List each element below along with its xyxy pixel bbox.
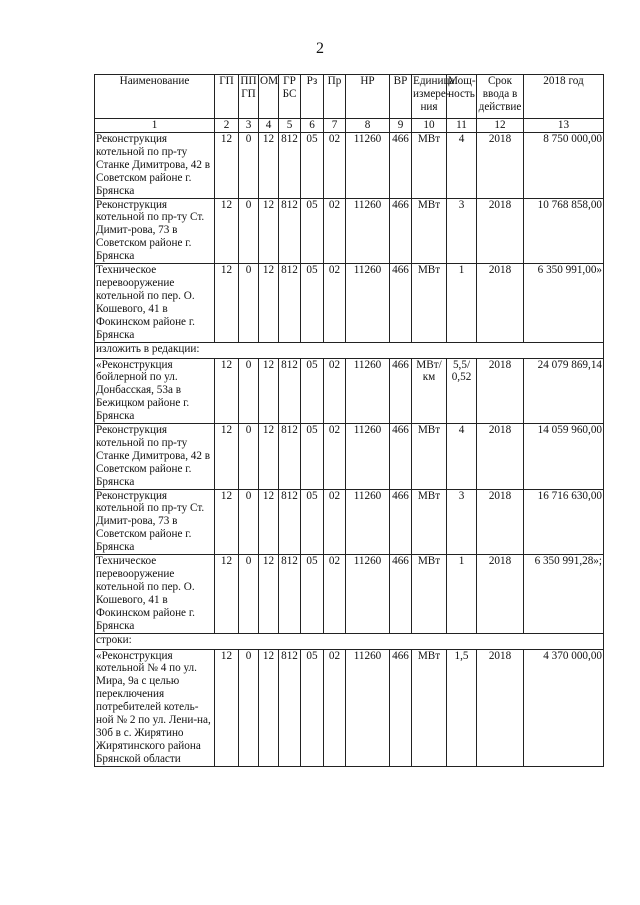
rz-cell: 05 — [301, 264, 324, 342]
om-cell: 12 — [259, 555, 279, 633]
pr-cell: 02 — [324, 133, 346, 199]
column-number: 6 — [301, 119, 324, 133]
nr-cell: 11260 — [346, 555, 390, 633]
nr-cell: 11260 — [346, 198, 390, 264]
column-header: ГП — [215, 75, 239, 119]
term-cell: 2018 — [477, 264, 524, 342]
rz-cell: 05 — [301, 133, 324, 199]
name-cell: Реконструкция котельной по пр-ту Станке Димитрова, 42 в Советском районе г. Брянска — [95, 424, 215, 490]
gp-cell: 12 — [215, 358, 239, 424]
column-number: 5 — [279, 119, 301, 133]
column-number: 11 — [447, 119, 477, 133]
separator-text: изложить в редакции: — [95, 342, 604, 358]
column-header: ПП ГП — [239, 75, 259, 119]
header-row — [95, 75, 604, 119]
separator-row — [95, 342, 604, 358]
term-cell: 2018 — [477, 555, 524, 633]
gp-cell: 12 — [215, 649, 239, 766]
grbs-cell: 812 — [279, 649, 301, 766]
power-cell: 3 — [447, 198, 477, 264]
om-cell: 12 — [259, 133, 279, 199]
amount-cell: 6 350 991,28»; — [524, 555, 604, 633]
unit-cell: МВт — [412, 424, 447, 490]
amount-cell: 4 370 000,00 — [524, 649, 604, 766]
column-number: 3 — [239, 119, 259, 133]
gp-cell: 12 — [215, 264, 239, 342]
column-header: Наименование — [95, 75, 215, 119]
gp-cell: 12 — [215, 198, 239, 264]
name-cell: Техническое перевооружение котельной по пер. О. Кошевого, 41 в Фокинском районе г. Брянска — [95, 264, 215, 342]
vr-cell: 466 — [390, 555, 412, 633]
column-header: 2018 год — [524, 75, 604, 119]
unit-cell: МВт — [412, 555, 447, 633]
vr-cell: 466 — [390, 489, 412, 555]
om-cell: 12 — [259, 424, 279, 490]
nr-cell: 11260 — [346, 358, 390, 424]
amount-cell: 14 059 960,00 — [524, 424, 604, 490]
nr-cell: 11260 — [346, 133, 390, 199]
amount-cell: 8 750 000,00 — [524, 133, 604, 199]
amount-cell: 6 350 991,00» — [524, 264, 604, 342]
ppgp-cell: 0 — [239, 649, 259, 766]
grbs-cell: 812 — [279, 198, 301, 264]
column-header: ВР — [390, 75, 412, 119]
grbs-cell: 812 — [279, 555, 301, 633]
ppgp-cell: 0 — [239, 489, 259, 555]
name-cell: «Реконструкция котельной № 4 по ул. Мира, 9а с целью переключения потребителей котель-ной № 2 по ул. Лени-на, 30б в с. Жирятино Жирятинского района Брянской области — [95, 649, 215, 766]
table-row — [95, 133, 604, 199]
column-numbers-row — [95, 119, 604, 133]
column-number: 12 — [477, 119, 524, 133]
ppgp-cell: 0 — [239, 424, 259, 490]
column-number: 10 — [412, 119, 447, 133]
nr-cell: 11260 — [346, 264, 390, 342]
column-number: 7 — [324, 119, 346, 133]
column-header: Срок ввода в действие — [477, 75, 524, 119]
vr-cell: 466 — [390, 424, 412, 490]
gp-cell: 12 — [215, 555, 239, 633]
name-cell: Реконструкция котельной по пр-ту Ст. Димит-рова, 73 в Советском районе г. Брянска — [95, 489, 215, 555]
column-header: Мощ-ность — [447, 75, 477, 119]
separator-text: строки: — [95, 633, 604, 649]
grbs-cell: 812 — [279, 264, 301, 342]
power-cell: 1 — [447, 264, 477, 342]
column-number: 9 — [390, 119, 412, 133]
vr-cell: 466 — [390, 133, 412, 199]
om-cell: 12 — [259, 489, 279, 555]
pr-cell: 02 — [324, 424, 346, 490]
grbs-cell: 812 — [279, 489, 301, 555]
ppgp-cell: 0 — [239, 358, 259, 424]
budget-table — [94, 74, 604, 767]
pr-cell: 02 — [324, 198, 346, 264]
power-cell: 1 — [447, 555, 477, 633]
unit-cell: МВт — [412, 133, 447, 199]
column-number: 8 — [346, 119, 390, 133]
grbs-cell: 812 — [279, 133, 301, 199]
nr-cell: 11260 — [346, 424, 390, 490]
rz-cell: 05 — [301, 358, 324, 424]
power-cell: 3 — [447, 489, 477, 555]
table-row — [95, 198, 604, 264]
table-row — [95, 489, 604, 555]
om-cell: 12 — [259, 649, 279, 766]
name-cell: Реконструкция котельной по пр-ту Ст. Димит-рова, 73 в Советском районе г. Брянска — [95, 198, 215, 264]
unit-cell: МВт — [412, 649, 447, 766]
rz-cell: 05 — [301, 489, 324, 555]
gp-cell: 12 — [215, 133, 239, 199]
power-cell: 4 — [447, 133, 477, 199]
table-row — [95, 555, 604, 633]
vr-cell: 466 — [390, 358, 412, 424]
unit-cell: МВт/км — [412, 358, 447, 424]
vr-cell: 466 — [390, 649, 412, 766]
power-cell: 5,5/ 0,52 — [447, 358, 477, 424]
ppgp-cell: 0 — [239, 133, 259, 199]
pr-cell: 02 — [324, 264, 346, 342]
rz-cell: 05 — [301, 649, 324, 766]
column-number: 13 — [524, 119, 604, 133]
column-header: Пр — [324, 75, 346, 119]
term-cell: 2018 — [477, 198, 524, 264]
nr-cell: 11260 — [346, 489, 390, 555]
power-cell: 4 — [447, 424, 477, 490]
ppgp-cell: 0 — [239, 555, 259, 633]
pr-cell: 02 — [324, 358, 346, 424]
column-header: Рз — [301, 75, 324, 119]
column-number: 1 — [95, 119, 215, 133]
term-cell: 2018 — [477, 424, 524, 490]
nr-cell: 11260 — [346, 649, 390, 766]
grbs-cell: 812 — [279, 424, 301, 490]
unit-cell: МВт — [412, 198, 447, 264]
om-cell: 12 — [259, 198, 279, 264]
term-cell: 2018 — [477, 649, 524, 766]
term-cell: 2018 — [477, 489, 524, 555]
name-cell: Техническое перевооружение котельной по пер. О. Кошевого, 41 в Фокинском районе г. Брянска — [95, 555, 215, 633]
gp-cell: 12 — [215, 489, 239, 555]
rz-cell: 05 — [301, 424, 324, 490]
table-row — [95, 264, 604, 342]
amount-cell: 10 768 858,00 — [524, 198, 604, 264]
separator-row — [95, 633, 604, 649]
gp-cell: 12 — [215, 424, 239, 490]
column-number: 2 — [215, 119, 239, 133]
term-cell: 2018 — [477, 133, 524, 199]
unit-cell: МВт — [412, 489, 447, 555]
om-cell: 12 — [259, 264, 279, 342]
amount-cell: 16 716 630,00 — [524, 489, 604, 555]
column-header: НР — [346, 75, 390, 119]
table-row — [95, 358, 604, 424]
column-number: 4 — [259, 119, 279, 133]
amount-cell: 24 079 869,14 — [524, 358, 604, 424]
term-cell: 2018 — [477, 358, 524, 424]
table-row — [95, 424, 604, 490]
om-cell: 12 — [259, 358, 279, 424]
rz-cell: 05 — [301, 555, 324, 633]
vr-cell: 466 — [390, 198, 412, 264]
column-header: Единица измере-ния — [412, 75, 447, 119]
table-row — [95, 649, 604, 766]
name-cell: «Реконструкция бойлерной по ул. Донбасская, 53а в Бежицком районе г. Брянска — [95, 358, 215, 424]
grbs-cell: 812 — [279, 358, 301, 424]
page-number: 2 — [316, 40, 324, 57]
power-cell: 1,5 — [447, 649, 477, 766]
pr-cell: 02 — [324, 649, 346, 766]
unit-cell: МВт — [412, 264, 447, 342]
vr-cell: 466 — [390, 264, 412, 342]
column-header: ГР БС — [279, 75, 301, 119]
ppgp-cell: 0 — [239, 198, 259, 264]
rz-cell: 05 — [301, 198, 324, 264]
ppgp-cell: 0 — [239, 264, 259, 342]
column-header: ОМ — [259, 75, 279, 119]
name-cell: Реконструкция котельной по пр-ту Станке Димитрова, 42 в Советском районе г. Брянска — [95, 133, 215, 199]
pr-cell: 02 — [324, 555, 346, 633]
pr-cell: 02 — [324, 489, 346, 555]
